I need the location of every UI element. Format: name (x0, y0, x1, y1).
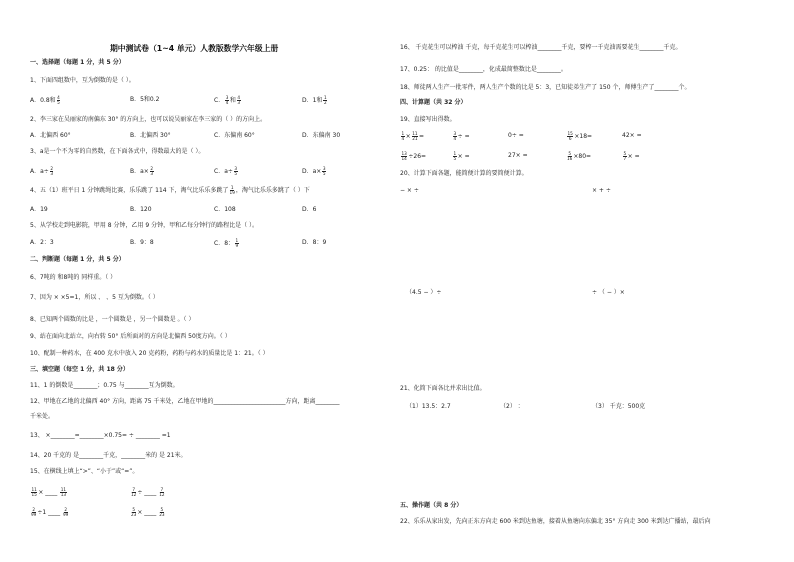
section-operation: 五、操作题（共 8 分） (400, 502, 463, 509)
ratio-item-1: （1）13.5：2.7 (406, 403, 451, 410)
q3-option-b: B．a× $\frac{2}{3}$ (130, 166, 153, 177)
question-14: 14、20 千克的 是________千克，________米的 是 21米。 (30, 452, 187, 459)
compare-item-1: $\frac{11}{15}$ × ____ $\frac{11}{13}$ (31, 487, 67, 498)
section-fill: 三、填空题（每空 1 分，共 18 分） (30, 366, 129, 373)
q2-option-b: B．北偏西 30° (130, 132, 171, 139)
compare-item-3: $\frac{2}{99}$ ÷1 ____ $\frac{2}{99}$ (31, 507, 69, 518)
mental-math-7: $\frac{1}{5}$ × = (453, 151, 470, 162)
q4-option-a: A．19 (30, 206, 48, 213)
section-judgement: 二、判断题（每题 1 分，共 5 分） (30, 256, 125, 263)
mental-math-5: 42× = (622, 132, 642, 139)
page-title: 期中测试卷（1~4 单元）人教版数学六年级上册 (110, 44, 279, 53)
calc-item-4: ÷ （ − ）× (592, 289, 625, 296)
q2-option-d: D．东偏南 30 (302, 132, 341, 139)
q5-option-d: D．8：9 (302, 239, 327, 246)
question-5: 5、从学校走到电影院，甲用 8 分钟，乙用 9 分钟，甲和乙每分钟行的路程比是（ ）。 (30, 222, 258, 229)
q3-option-a: A．a÷ $\frac{2}{3}$ (30, 166, 53, 177)
q3-option-c: C．a÷ $\frac{3}{5}$ (214, 166, 238, 177)
question-9: 9、站在面向北站立，向右转 50° 后所面对的方向是北偏西 50度方向。（ ） (30, 333, 231, 340)
section-choice: 一、选择题（每题 1 分，共 5 分） (30, 59, 125, 66)
question-4: 4、五（1）班平日 1 分钟跳绳比赛，乐乐跳了 114 下，淘气比乐乐多跳了 $\frac{1}{19}$ ，淘气比乐乐多跳了（ ）下 (30, 185, 310, 196)
question-10: 10、配制一种药水，在 400 克水中放入 20 克药粉，药粉与药水的质量比是 1：21。（ ） (30, 350, 269, 357)
q1-option-c: C． $\frac{3}{4}$ 和 $\frac{4}{3}$ (214, 95, 241, 106)
question-22: 22、乐乐从家出发，先向正东方向走 600 米到达鱼塘，接着从鱼塘向东偏北 35° 方向走 300 米到达广播站，最后向 (400, 518, 711, 525)
question-20: 20、计算下面各题，能简便计算的要简便计算。 (400, 170, 528, 177)
mental-math-4: $\frac{15}{6}$ ×18= (567, 131, 593, 142)
ratio-item-3: （3） 千克：500克 (592, 403, 646, 410)
calc-item-2: × + ÷ (592, 187, 611, 194)
question-12-continued: 千米处。 (30, 413, 55, 420)
mental-math-1: $\frac{1}{4}$ × $\frac{11}{21}$ = (401, 131, 425, 142)
q4-option-b: B．120 (130, 206, 152, 213)
compare-item-4: $\frac{5}{23}$ × ____ $\frac{5}{23}$ (131, 507, 165, 518)
calc-item-3: （4.5 − ）÷ (406, 289, 442, 296)
q5-option-c: C．8： $\frac{1}{9}$ (214, 238, 239, 249)
question-18: 18、师徒两人生产一批零件，两人生产个数的比是 5：3，已知徒弟生产了 150 个，师傅生产了________个。 (400, 84, 691, 91)
q1-option-b: B．5和0.2 (130, 96, 160, 103)
q1-option-a: A．0.8和 $\frac{4}{5}$ (30, 95, 60, 106)
question-1: 1、下面四组数中，互为倒数的是（ ）。 (30, 77, 135, 84)
q1-option-d: D．1和 $\frac{1}{2}$ (302, 95, 327, 106)
calc-item-1: − × ÷ (400, 187, 419, 194)
question-15: 15、在横线上填上“>”、“小于”或“=”。 (30, 468, 139, 475)
mental-math-3: 0÷ = (508, 132, 524, 139)
question-21: 21、化简下面各比并求出比值。 (400, 385, 486, 392)
mental-math-6: $\frac{13}{14}$ ÷26= (401, 151, 427, 162)
compare-item-2: $\frac{7}{12}$ ÷ ____ $\frac{7}{12}$ (131, 487, 165, 498)
mental-math-9: $\frac{5}{16}$ ×80= (567, 151, 592, 162)
mental-math-10: $\frac{5}{7}$ × = (623, 151, 640, 162)
mental-math-2: $\frac{3}{4}$ ÷ = (453, 131, 470, 142)
q2-option-c: C．东偏南 60° (214, 132, 255, 139)
mental-math-8: 27× = (508, 152, 528, 159)
q5-option-a: A．2：3 (30, 239, 54, 246)
question-17: 17、0.25： 的比值是________，化成最简整数比是________。 (400, 66, 567, 73)
section-calculation: 四、计算题（共 32 分） (400, 99, 467, 106)
question-3: 3、a是一个不为零的自然数，在下面各式中，得数最大的是（ ）。 (30, 148, 205, 155)
question-8: 8、已知两个圆数的比是 ，一个圆数是 ，另一个圆数是 。（ ） (30, 316, 195, 323)
question-11: 11、1 的倒数是________；0.75 与________互为倒数。 (30, 382, 179, 389)
question-16: 16、 千克花生可以榨油 千克，每千克花生可以榨油________千克，要榨一千克油需要花生________千克。 (400, 44, 682, 51)
question-6: 6、7吨的 和8吨的 同样重。（ ） (30, 274, 117, 281)
question-13: 13、 ×________=________×0.75= ÷ ________ =1 (30, 432, 171, 439)
q5-option-b: B．9：8 (130, 239, 154, 246)
question-19: 19、直接写出得数。 (400, 116, 456, 123)
q2-option-a: A．北偏西 60° (30, 132, 71, 139)
question-7: 7、因为 × ×5=1，所以 、 、5 互为倒数。（ ） (30, 294, 159, 301)
q4-option-d: D．6 (302, 206, 317, 213)
ratio-item-2: （2） ： (500, 403, 524, 410)
question-12: 12、甲地在乙地的北偏西 40° 方向，距离 75 千米处，乙地在甲地的________________________方向，距离________ (30, 398, 340, 405)
question-2: 2、李三家在吴丽家的南偏东 30° 的方向上，也可以说吴丽家在李三家的（ ）的方向上。 (30, 116, 267, 123)
q3-option-d: D．a× $\frac{3}{5}$ (302, 166, 326, 177)
q4-option-c: C．108 (214, 206, 236, 213)
